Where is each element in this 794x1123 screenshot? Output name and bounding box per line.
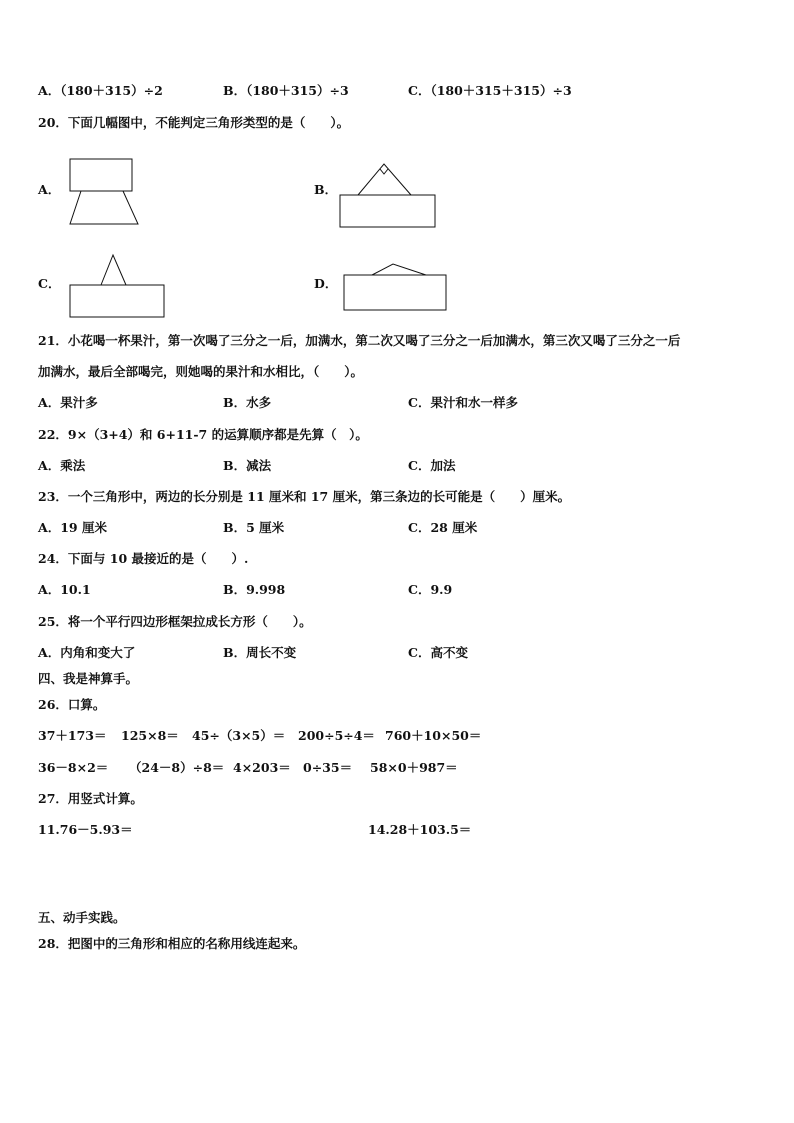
q21-option-b: B．水多 <box>223 395 272 410</box>
q26-r1-item-5: 760＋10×50＝ <box>385 728 482 743</box>
q21-option-a: A．果汁多 <box>38 395 98 410</box>
q26-r2-item-1: 36－8×2＝ <box>38 760 109 775</box>
q24-stem: 24．下面与 10 最接近的是（ ）. <box>38 551 249 566</box>
q24-option-c: C．9.9 <box>408 582 453 597</box>
q25-option-c: C．高不变 <box>408 645 468 660</box>
q25-option-b: B．周长不变 <box>223 645 297 660</box>
q26-r1-item-1: 37＋173＝ <box>38 728 107 743</box>
q22-option-c: C．加法 <box>408 458 456 473</box>
q23-option-a: A．19 厘米 <box>38 520 107 535</box>
q23-option-b: B．5 厘米 <box>223 520 285 535</box>
q20-figure-b-label: B． <box>314 182 338 197</box>
q23-option-c: C．28 厘米 <box>408 520 478 535</box>
q20-figure-d-label: D． <box>314 276 338 291</box>
q22-option-b: B．减法 <box>223 458 272 473</box>
q26-r1-item-3: 45÷（3×5）＝ <box>192 728 286 743</box>
q21-option-c: C．果汁和水一样多 <box>408 395 518 410</box>
q27-item-1: 11.76－5.93＝ <box>38 822 133 837</box>
section-4-title: 四、我是神算手。 <box>38 671 139 686</box>
section-5-title: 五、动手实践。 <box>38 910 126 925</box>
q21-stem-line1: 21．小花喝一杯果汁，第一次喝了三分之一后，加满水，第二次又喝了三分之一后加满水，第三次又喝了三分之一后 <box>38 333 681 348</box>
q25-option-a: A．内角和变大了 <box>38 645 136 660</box>
q20-figure-c-label: C． <box>38 276 61 291</box>
q22-option-a: A．乘法 <box>38 458 86 473</box>
q24-option-b: B．9.998 <box>223 582 286 597</box>
q26-r2-item-5: 58×0＋987＝ <box>370 760 458 775</box>
q25-stem: 25．将一个平行四边形框架拉成长方形（ ）。 <box>38 614 312 629</box>
q20-figure-a-label: A． <box>38 182 61 197</box>
q28-stem: 28．把图中的三角形和相应的名称用线连起来。 <box>38 936 306 951</box>
q22-stem: 22．9×（3+4）和 6+11-7 的运算顺序都是先算（ ）。 <box>38 427 368 442</box>
q19-option-c: C．（180＋315＋315）÷3 <box>408 83 572 98</box>
q26-r1-item-2: 125×8＝ <box>121 728 179 743</box>
q20-figure-b <box>338 158 440 230</box>
q21-stem-line2: 加满水，最后全部喝完，则她喝的果汁和水相比，（ ）。 <box>38 364 364 379</box>
q20-figure-d <box>340 260 450 314</box>
q26-r2-item-2: （24－8）÷8＝ <box>129 760 225 775</box>
q19-option-a: A．（180＋315）÷2 <box>38 83 163 98</box>
q26-r1-item-4: 200÷5÷4＝ <box>298 728 375 743</box>
q27-item-2: 14.28＋103.5＝ <box>368 822 472 837</box>
q26-r2-item-4: 0÷35＝ <box>303 760 353 775</box>
q20-figure-c <box>66 250 168 322</box>
q23-stem: 23．一个三角形中，两边的长分别是 11 厘米和 17 厘米，第三条边的长可能是（ ）厘米。 <box>38 489 571 504</box>
q24-option-a: A．10.1 <box>38 582 91 597</box>
q27-stem: 27．用竖式计算。 <box>38 791 143 806</box>
q20-figure-a <box>66 156 146 228</box>
q19-option-b: B．（180＋315）÷3 <box>223 83 349 98</box>
q26-r2-item-3: 4×203＝ <box>233 760 291 775</box>
q20-stem: 20．下面几幅图中，不能判定三角形类型的是（ ）。 <box>38 115 350 130</box>
q26-stem: 26．口算。 <box>38 697 106 712</box>
